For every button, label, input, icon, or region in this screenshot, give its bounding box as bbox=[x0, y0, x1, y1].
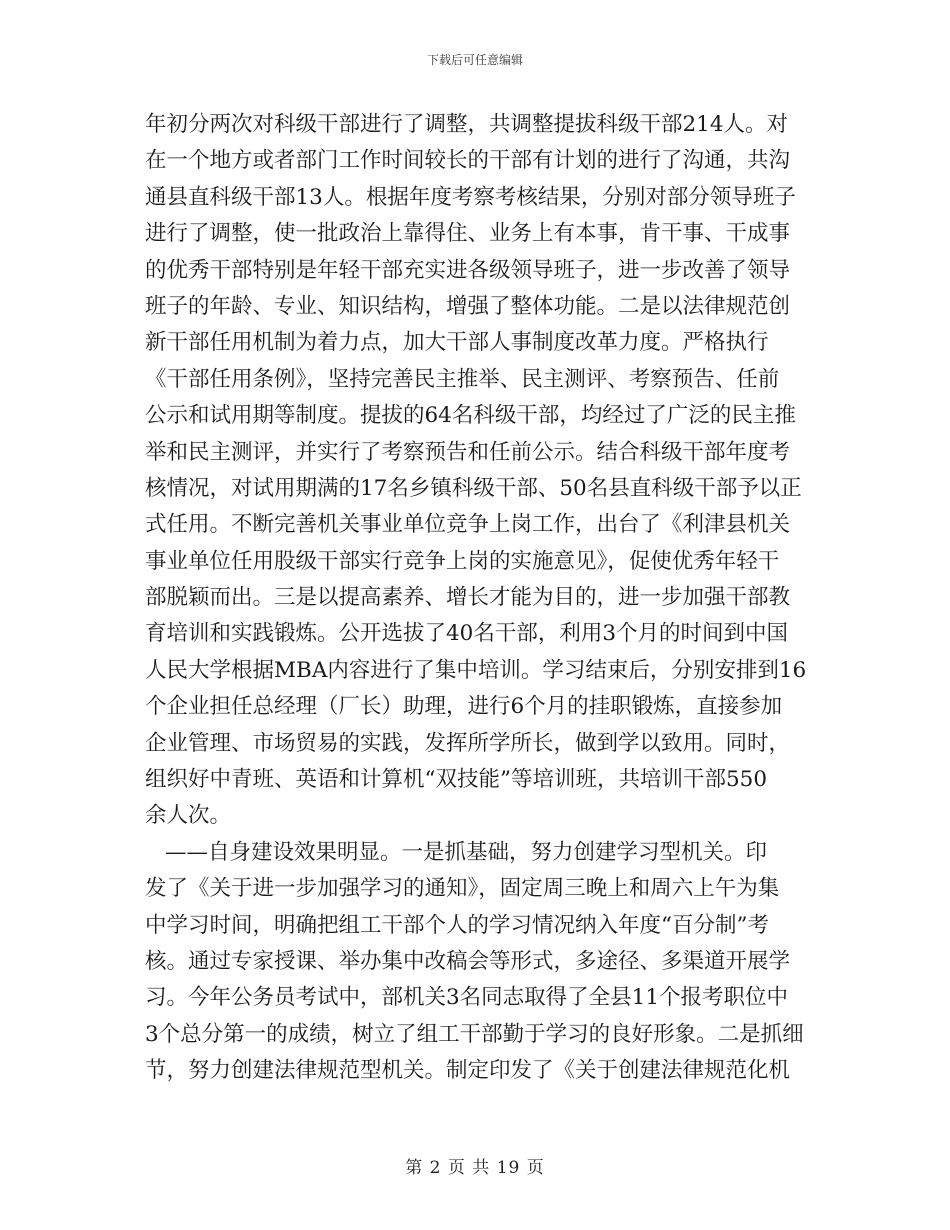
body-line: 式任用。不断完善机关事业单位竞争上岗工作，出台了《利津县机关 bbox=[145, 512, 791, 538]
body-line: 发了《关于进一步加强学习的通知》，固定周三晚上和周六上午为集 bbox=[145, 876, 780, 902]
body-line: 年初分两次对科级干部进行了调整，共调整提拔科级干部214人。对 bbox=[145, 112, 789, 137]
body-line: 余人次。 bbox=[145, 803, 232, 829]
body-line: 举和民主测评，并实行了考察预告和任前公示。结合科级干部年度考 bbox=[145, 439, 791, 465]
body-line: 育培训和实践锻炼。公开选拔了40名干部，利用3个月的时间到中国 bbox=[145, 621, 789, 647]
body-line: 班子的年龄、专业、知识结构，增强了整体功能。二是以法律规范创 bbox=[145, 293, 791, 319]
body-line: 核。通过专家授课、举办集中改稿会等形式，多途径、多渠道开展学 bbox=[145, 948, 791, 974]
body-line: 核情况，对试用期满的17名乡镇科级干部、50名县直科级干部予以正 bbox=[145, 475, 802, 501]
body-line: 3个总分第一的成绩，树立了组工干部勤于学习的良好形象。二是抓细 bbox=[145, 1021, 804, 1047]
body-line: 个企业担任总经理（厂长）助理，进行6个月的挂职锻炼，直接参加 bbox=[145, 694, 783, 720]
body-line: 企业管理、市场贸易的实践，发挥所学所长，做到学以致用。同时， bbox=[145, 730, 791, 756]
body-line: 通县直科级干部13人。根据年度考察考核结果，分别对部分领导班子 bbox=[145, 184, 796, 210]
paragraph-start-line: ——自身建设效果明显。一是抓基础，努力创建学习型机关。印 bbox=[165, 839, 768, 865]
body-line: 《干部任用条例》，坚持完善民主推举、民主测评、考察预告、任前 bbox=[145, 366, 780, 392]
body-line: 事业单位任用股级干部实行竞争上岗的实施意见》，促使优秀年轻干 bbox=[145, 548, 780, 574]
body-line: 的优秀干部特别是年轻干部充实进各级领导班子，进一步改善了领导 bbox=[145, 257, 791, 283]
page-number: 第 2 页 共 19 页 bbox=[405, 1158, 545, 1178]
body-line: 组织好中青班、英语和计算机“双技能”等培训班，共培训干部550 bbox=[145, 767, 768, 793]
body-line: 公示和试用期等制度。提拔的64名科级干部，均经过了广泛的民主推 bbox=[145, 403, 796, 429]
body-line: 中学习时间，明确把组工干部个人的学习情况纳入年度“百分制”考 bbox=[145, 912, 769, 938]
page-header: 下载后可任意编辑 bbox=[426, 53, 523, 67]
body-line: 在一个地方或者部门工作时间较长的干部有计划的进行了沟通，共沟 bbox=[145, 148, 791, 174]
body-line: 习。今年公务员考试中，部机关3名同志取得了全县11个报考职位中 bbox=[145, 985, 789, 1011]
body-line: 进行了调整，使一批政治上靠得住、业务上有本事，肯干事、干成事 bbox=[145, 221, 791, 247]
body-line: 部脱颖而出。三是以提高素养、增长才能为目的，进一步加强干部教 bbox=[145, 585, 791, 611]
body-line: 新干部任用机制为着力点，加大干部人事制度改革力度。严格执行 bbox=[145, 330, 769, 356]
document-body bbox=[145, 107, 817, 1090]
body-line: 人民大学根据MBA内容进行了集中培训。学习结束后，分别安排到16 bbox=[145, 657, 807, 683]
body-line: 节，努力创建法律规范型机关。制定印发了《关于创建法律规范化机 bbox=[145, 1058, 791, 1084]
